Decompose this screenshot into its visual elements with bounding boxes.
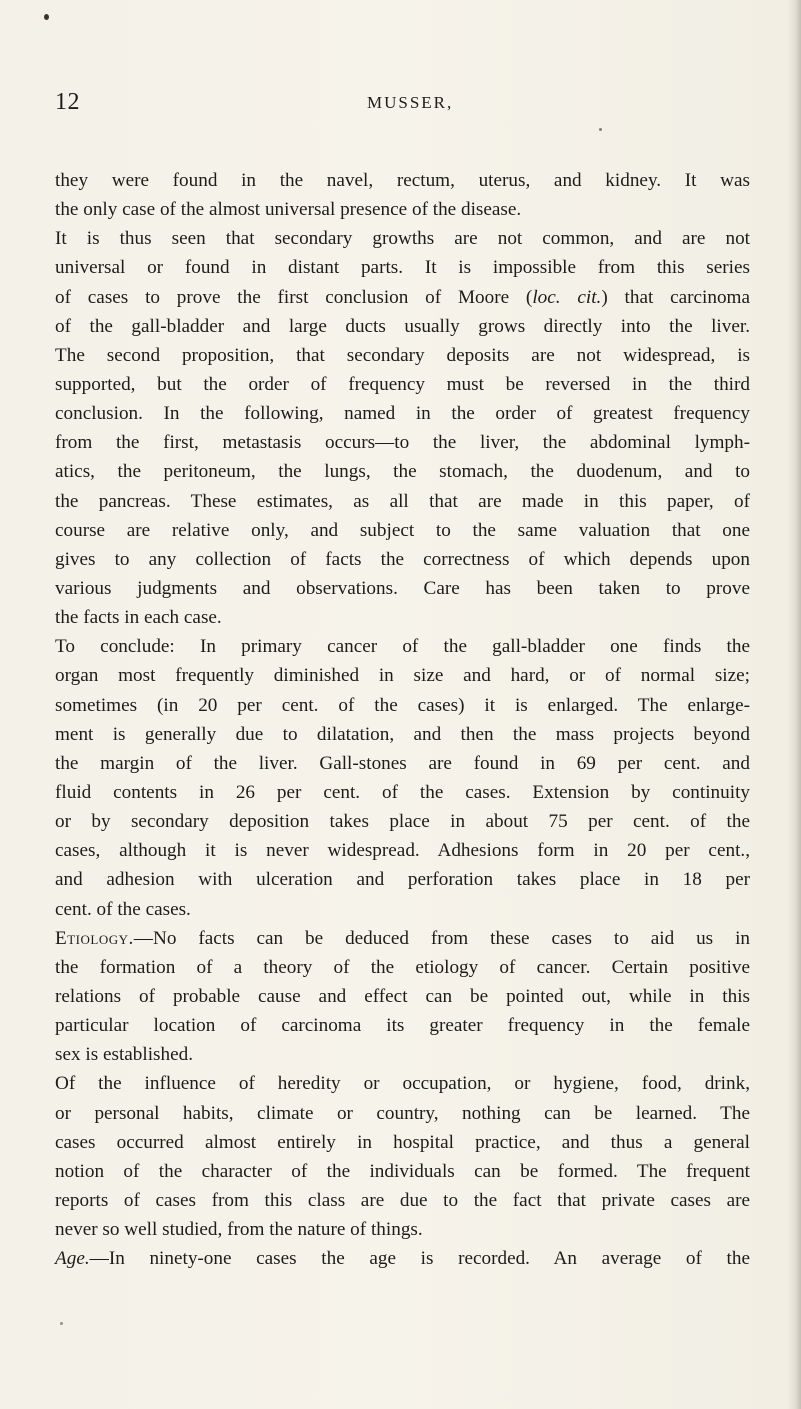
text-line: and adhesion with ulceration and perforation takes place in 18 per xyxy=(55,869,750,891)
page-edge-shadow xyxy=(787,0,801,1409)
text-line: To conclude: In primary cancer of the gall-bladder one finds the xyxy=(55,636,750,658)
text-line: they were found in the navel, rectum, uterus, and kidney. It was xyxy=(55,170,750,191)
text-line-etiology xyxy=(55,924,750,953)
text-line: It is thus seen that secondary growths are not common, and are not xyxy=(55,228,750,250)
text-line-age xyxy=(55,1244,750,1273)
etiology-heading: Etiology. xyxy=(55,927,134,949)
text-line: sometimes (in 20 per cent. of the cases) it is enlarged. The enlarge- xyxy=(55,694,750,716)
text-line: various judgments and observations. Care has been taken to prove xyxy=(55,577,750,599)
text-line: the margin of the liver. Gall-stones are found in 69 per cent. and xyxy=(55,752,750,774)
text-line: cases, although it is never widespread. Adhesions form in 20 per cent., xyxy=(55,840,750,862)
text-line: The second proposition, that secondary deposits are not widespread, is xyxy=(55,344,750,366)
text-line: particular location of carcinoma its greater frequency in the female xyxy=(55,1015,750,1037)
text-line: or personal habits, climate or country, nothing can be learned. The xyxy=(55,1102,750,1124)
text-line: the pancreas. These estimates, as all that are made in this paper, of xyxy=(55,490,750,512)
text-line: supported, but the order of frequency must be reversed in the third xyxy=(55,373,750,395)
text-line: universal or found in distant parts. It is impossible from this series xyxy=(55,257,750,279)
text-line: the facts in each case. xyxy=(55,607,222,629)
running-title: MUSSER, xyxy=(367,93,454,112)
text-fragment: of cases to prove the first conclusion of Moore ( xyxy=(55,286,533,308)
body-text xyxy=(55,166,750,1273)
text-line: cent. of the cases. xyxy=(55,898,191,920)
text-line: of the gall-bladder and large ducts usually grows directly into the liver. xyxy=(55,315,750,337)
text-line: reports of cases from this class are due to the fact that private cases are xyxy=(55,1189,750,1211)
text-line: the formation of a theory of the etiology of cancer. Certain positive xyxy=(55,956,750,978)
text-fragment: —No facts can be deduced from these cases to aid us in xyxy=(133,927,750,949)
age-heading: Age. xyxy=(55,1248,90,1270)
text-fragment: ) that carcinoma xyxy=(601,286,750,308)
text-line: atics, the peritoneum, the lungs, the stomach, the duodenum, and to xyxy=(55,461,750,483)
ink-speck xyxy=(44,14,49,20)
text-line: notion of the character of the individuals can be formed. The frequent xyxy=(55,1160,750,1182)
text-line: the only case of the almost universal presence of the disease. xyxy=(55,199,522,221)
text-line: cases occurred almost entirely in hospital practice, and thus a general xyxy=(55,1131,750,1153)
text-line: or by secondary deposition takes place in about 75 per cent. of the xyxy=(55,811,750,833)
ink-speck xyxy=(60,1322,63,1325)
text-line: from the first, metastasis occurs—to the liver, the abdominal lymph- xyxy=(55,432,750,454)
text-line: fluid contents in 26 per cent. of the cases. Extension by continuity xyxy=(55,781,750,803)
text-line: course are relative only, and subject to the same valuation that one xyxy=(55,519,750,541)
text-line: Of the influence of heredity or occupation, or hygiene, food, drink, xyxy=(55,1073,750,1095)
text-fragment: —In ninety-one cases the age is recorded. An average of the xyxy=(89,1248,750,1270)
text-line: never so well studied, from the nature of things. xyxy=(55,1219,423,1241)
text-line-moore xyxy=(55,283,750,312)
loc-cit-italic: loc. cit. xyxy=(532,286,602,308)
text-line: ment is generally due to dilatation, and then the mass projects beyond xyxy=(55,723,750,745)
text-line: sex is established. xyxy=(55,1044,194,1066)
running-head xyxy=(55,89,755,129)
text-line: organ most frequently diminished in size and hard, or of normal size; xyxy=(55,665,750,687)
text-line: gives to any collection of facts the correctness of which depends upon xyxy=(55,548,750,570)
text-line: conclusion. In the following, named in the order of greatest frequency xyxy=(55,403,750,425)
text-line: relations of probable cause and effect can be pointed out, while in this xyxy=(55,985,750,1007)
page-number: 12 xyxy=(55,89,80,115)
